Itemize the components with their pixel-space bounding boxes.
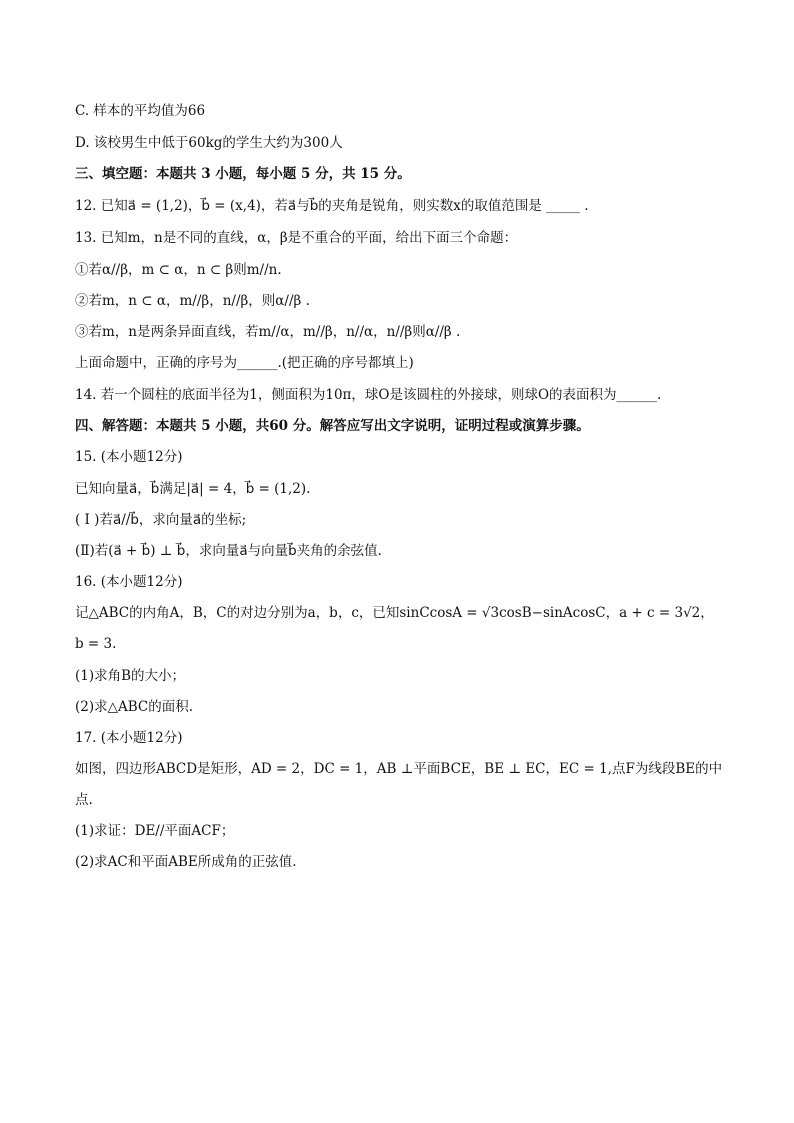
- question-15-title: 15. (本小题12分): [75, 449, 183, 465]
- question-15-part-1: ( Ⅰ )若a⃗//b⃗，求向量a⃗的坐标;: [75, 512, 247, 528]
- question-17-stem-cont: 点.: [75, 792, 93, 808]
- question-14: 14. 若一个圆柱的底面半径为1，侧面积为10π，球O是该圆柱的外接球，则球O的表面积为______.: [75, 387, 662, 403]
- question-15-stem: 已知向量a⃗，b⃗满足|a⃗| = 4，b⃗ = (1,2).: [75, 481, 311, 497]
- question-17-title: 17. (本小题12分): [75, 730, 183, 746]
- question-17-stem: 如图，四边形ABCD是矩形，AD = 2，DC = 1，AB ⊥平面BCE，BE ⊥ EC，EC = 1,点F为线段BE的中: [75, 761, 723, 777]
- question-12: 12. 已知a⃗ = (1,2)，b⃗ = (x,4)，若a⃗与b⃗的夹角是锐角，则实数x的取值范围是 _____ .: [75, 198, 589, 214]
- question-16-part-1: (1)求角B的大小；: [75, 668, 186, 684]
- question-13-statement-1: ①若α//β，m ⊂ α，n ⊂ β则m//n.: [75, 262, 282, 278]
- question-13-statement-2: ②若m，n ⊂ α，m//β，n//β，则α//β .: [75, 293, 310, 309]
- question-16-title: 16. (本小题12分): [75, 574, 183, 590]
- question-15-part-2: (Ⅱ)若(a⃗ + b⃗) ⊥ b⃗，求向量a⃗与向量b⃗夹角的余弦值.: [75, 543, 382, 559]
- question-13-prompt: 上面命题中，正确的序号为______.(把正确的序号都填上): [75, 355, 414, 371]
- question-16-part-2: (2)求△ABC的面积.: [75, 699, 194, 715]
- question-16-stem: 记△ABC的内角A，B，C的对边分别为a，b，c，已知sinCcosA = √3cosB−sinAcosC，a + c = 3√2，: [75, 605, 714, 621]
- option-c: C. 样本的平均值为66: [75, 103, 206, 119]
- section-solution-heading: 四、解答题：本题共 5 小题，共60 分。解答应写出文字说明，证明过程或演算步骤。: [75, 418, 590, 434]
- question-17-part-1: (1)求证：DE//平面ACF；: [75, 823, 235, 839]
- section-fill-in-heading: 三、填空题：本题共 3 小题，每小题 5 分，共 15 分。: [75, 166, 411, 182]
- option-d: D. 该校男生中低于60kg的学生大约为300人: [75, 135, 343, 151]
- question-13: 13. 已知m，n是不同的直线，α，β是不重合的平面，给出下面三个命题：: [75, 230, 518, 246]
- question-13-statement-3: ③若m，n是两条异面直线，若m//α，m//β，n//α，n//β则α//β .: [75, 324, 461, 340]
- question-16-stem-cont: b = 3.: [75, 636, 117, 652]
- question-17-part-2: (2)求AC和平面ABE所成角的正弦值.: [75, 854, 297, 870]
